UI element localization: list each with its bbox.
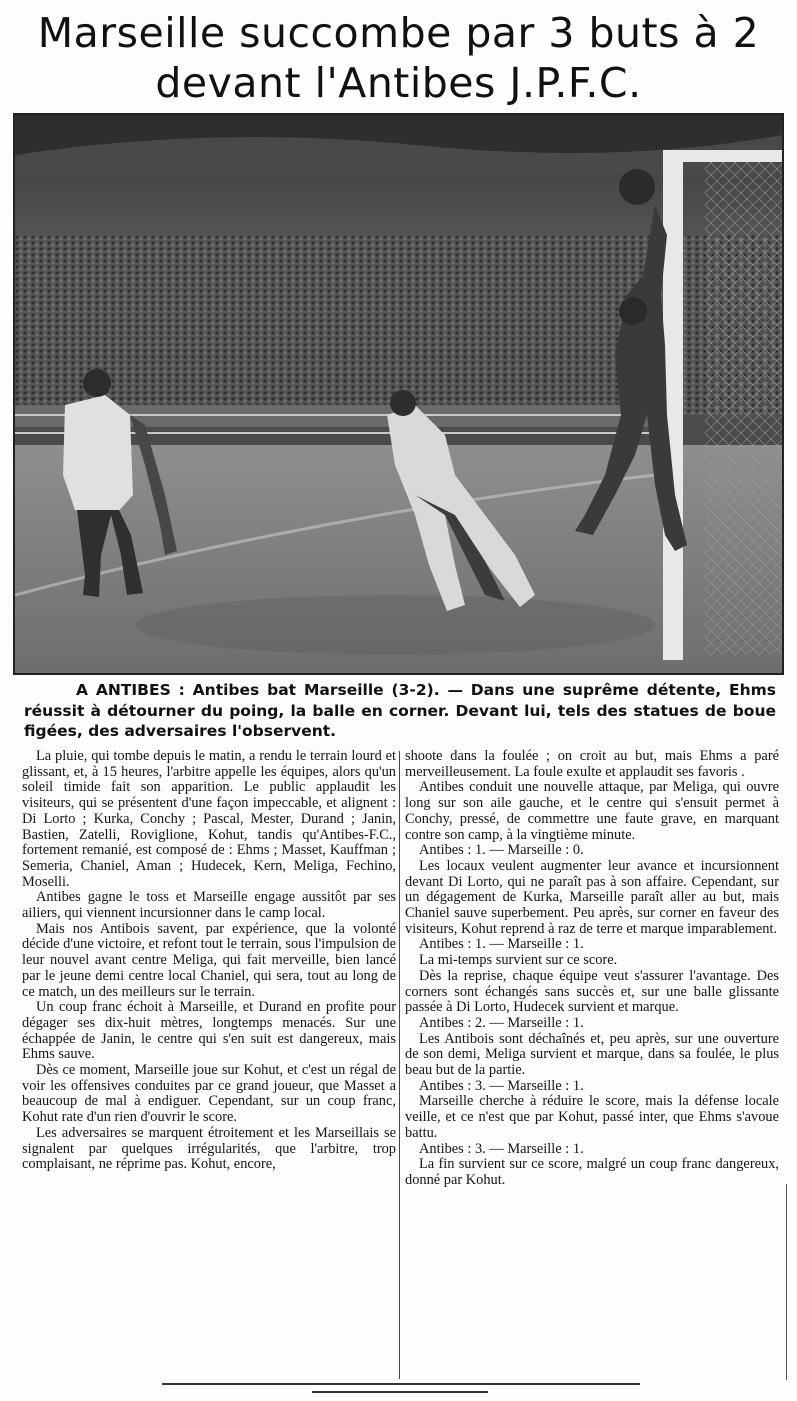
caption-lead: A ANTIBES : <box>76 681 185 699</box>
bottom-rule <box>162 1383 640 1385</box>
score-line: Antibes : 3. — Marseille : 1. <box>419 1077 584 1094</box>
goal-net <box>705 155 782 655</box>
article-right-column <box>405 749 779 1189</box>
match-photo-illustration <box>15 115 782 673</box>
photo-caption <box>24 680 776 742</box>
right-edge-rule <box>786 1184 787 1380</box>
right-paragraph: Marseille cherche à réduire le score, mais la défense locale veille, et ce n'est que par Kohut, passé inter, que Ehms s'avoue battu. <box>405 1093 779 1141</box>
score-line: Antibes : 1. — Marseille : 1. <box>419 936 584 953</box>
left-paragraph: Dès ce moment, Marseille joue sur Kohut, et c'est un régal de voir les offensives conduites par ce grand joueur, que Masset a beaucoup de mal à endiguer. Cependant, sur un coup franc, Kohut rate d'un rien d'ouvrir le score. <box>22 1062 396 1126</box>
right-paragraph: shoote dans la foulée ; on croit au but, mais Ehms a paré merveilleusement. La foule exulte et applaudit ses favoris . <box>405 748 779 780</box>
right-paragraph: Les Antibois sont déchaînés et, peu après, sur une ouverture de son demi, Meliga survient et marque, dans sa foulée, le plus beau but de la partie. <box>405 1030 779 1079</box>
article-headline <box>10 8 787 108</box>
left-paragraph: Un coup franc échoit à Marseille, et Durand en profite pour dégager ses dix-huit mètres, longtemps menacés. Sur une échappée de Janin, le centre qui s'en suit est dangereux, mais Ehms sauve. <box>22 999 396 1063</box>
headline-line-2: devant l'Antibes J.P.F.C. <box>155 59 642 107</box>
match-photo <box>13 113 784 675</box>
score-line: Antibes : 1. — Marseille : 0. <box>419 842 584 859</box>
left-paragraph: La pluie, qui tombe depuis le matin, a rendu le terrain lourd et glissant, et, à 15 heures, l'arbitre appelle les équipes, alors qu'un soleil timide fait son apparition. Le public applaudit les visiteurs, qui se présentent d'une façon impeccable, et alignent : Di Lorto ; Kurka, Conchy ; Pascal, Mester, Durand ; Janin, Bastien, Zatelli, Roviglione, Kohut, tandis qu'Antibes-F.C., fortement remanié, est composé de : Ehms ; Masset, Kauffman ; Semeria, Chaniel, Aman ; Hudecek, Kern, Meliga, Fechino, Moselli. <box>22 748 396 890</box>
right-paragraph: Les locaux veulent augmenter leur avance et incursionnent devant Di Lorto, qui ne paraît pas à son affaire. Cependant, sur un dégagement de Kurka, Marseille paraît aller au but, mais Chaniel sauve superbement. Peu après, sur corner en faveur des visiteurs, Kohut reprend à raz de terre et marque imparablement. <box>405 857 779 937</box>
headline-line-1: Marseille succombe par 3 buts à 2 <box>37 9 760 57</box>
football <box>619 169 655 205</box>
right-paragraph: La mi-temps survient sur ce score. <box>419 952 618 969</box>
score-line: Antibes : 2. — Marseille : 1. <box>419 1014 584 1031</box>
caption-text: Antibes bat Marseille (3-2). — Dans une suprême détente, Ehms réussit à détourner du poing, la balle en corner. Devant lui, tels des statues de boue figées, des adversaires l'observent. <box>24 681 776 740</box>
right-paragraph: Dès la reprise, chaque équipe veut s'assurer l'avantage. Des corners sont échangés sans succès et, sur une balle glissante passée à Di Lorto, Hudecek survient et marque. <box>405 967 779 1016</box>
left-paragraph: Mais nos Antibois savent, par expérience, que la volonté décide d'une victoire, et refont tout le terrain, sous l'impulsion de leur nouvel avant centre Meliga, qui fait merveille, bien lancé par le jeune demi centre local Chaniel, qui sera, tout au long de ce match, un des meilleurs sur le terrain. <box>22 920 396 1000</box>
score-line: Antibes : 3. — Marseille : 1. <box>419 1140 584 1157</box>
right-paragraph: Antibes conduit une nouvelle attaque, par Meliga, qui ouvre long sur son aile gauche, et le centre qui s'ensuit permet à Conchy, pressé, de commettre une faute grave, en marquant contre son camp, à la vingtième minute. <box>405 779 779 843</box>
bottom-rule-short <box>312 1391 488 1393</box>
column-divider <box>399 751 400 1379</box>
left-paragraph: Antibes gagne le toss et Marseille engage aussitôt par ses ailiers, qui viennent incursionner dans le camp local. <box>22 889 396 922</box>
goal-crossbar <box>663 150 782 162</box>
article-left-column <box>22 749 396 1173</box>
left-paragraph: Les adversaires se marquent étroitement et les Marseillais se signalent par quelques irrégularités, que l'arbitre, trop complaisant, ne réprime pas. Kohut, encore, <box>22 1124 396 1173</box>
right-paragraph: La fin survient sur ce score, malgré un coup franc dangereux, donné par Kohut. <box>405 1156 779 1188</box>
